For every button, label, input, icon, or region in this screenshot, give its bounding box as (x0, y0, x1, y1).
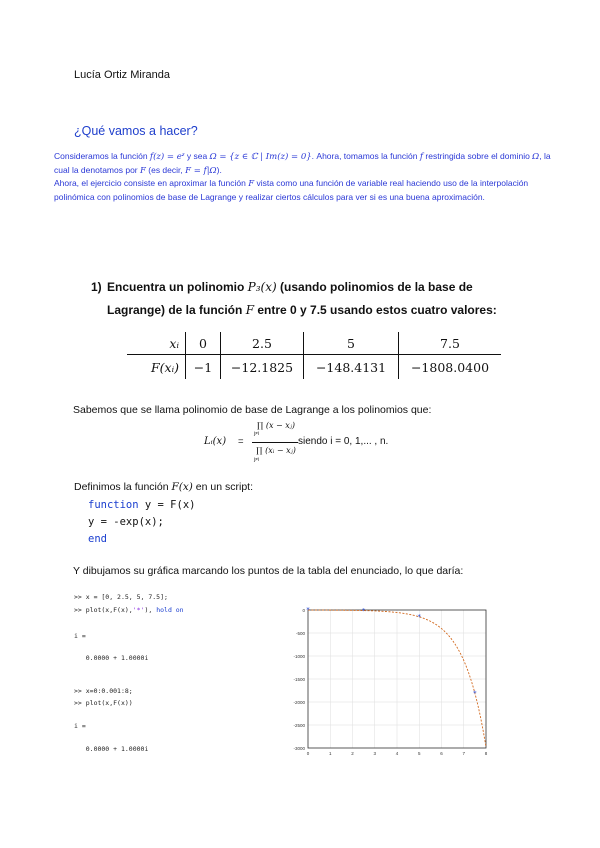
console-keyword: hold on (156, 606, 184, 614)
fraction-bar (252, 442, 298, 443)
math-F: F (140, 165, 146, 176)
console-line: >> x=0:0.001:8; (74, 687, 133, 695)
define-text: en un script: (192, 481, 253, 493)
x-tick-label: 6 (440, 751, 443, 756)
intro-paragraph-1 (54, 150, 554, 177)
exercise-text: Encuentra un polinomio (107, 280, 248, 294)
table-cell: −1808.0400 (410, 359, 490, 375)
values-table (127, 332, 501, 379)
y-tick-label: -2500 (293, 723, 305, 728)
table-row-x (127, 332, 501, 355)
math-F-restricted: F = f|Ω (185, 165, 217, 176)
code-keyword: end (88, 533, 107, 545)
formula-denominator-sub: j≠i (254, 457, 259, 463)
y-tick-label: -3000 (293, 746, 305, 751)
console-line (74, 606, 184, 614)
console-line: >> plot(x,F(x)) (74, 699, 133, 707)
code-block (88, 497, 195, 548)
intro-paragraph-2 (54, 177, 554, 203)
exercise-line-1 (91, 276, 527, 299)
intro-text: , la cual la denotamos por (54, 151, 551, 175)
intro-text: Consideramos la función (54, 151, 150, 161)
math-f: f (419, 152, 424, 162)
y-tick-label: 0 (302, 608, 305, 613)
console-line: i = (74, 632, 86, 640)
table-cell: −12.1825 (221, 355, 304, 380)
formula-numerator: ∏ (x − xⱼ) (256, 421, 296, 430)
y-axis-ticks (293, 608, 305, 751)
y-tick-label: -1500 (293, 677, 305, 682)
exercise-text: entre 0 y 7.5 usando estos cuatro valores: (254, 303, 497, 317)
x-tick-label: 2 (351, 751, 354, 756)
define-text: Definimos la función (74, 481, 172, 493)
table-cell: 5 (304, 332, 399, 355)
intro-text: Ahora, el ejercicio consiste en aproximar la función (54, 178, 249, 188)
exercise-text: (usando polinomios de la base de (276, 280, 473, 294)
console-text: >> plot(x,F(x), (74, 606, 133, 614)
x-axis-ticks (307, 751, 488, 756)
math-omega-set: Ω = {z ∈ ℂ | Im(z) = 0} (209, 152, 312, 162)
x-tick-label: 0 (306, 751, 310, 756)
code-keyword: function (88, 499, 139, 511)
table-cell: −148.4131 (304, 355, 399, 380)
data-point: * (473, 689, 477, 698)
data-point: * (417, 613, 421, 622)
math-F: F (245, 303, 255, 317)
lagrange-definition-text: Sabemos que se llama polinomio de base de Lagrange a los polinomios que: (73, 404, 432, 416)
intro-text: y sea (184, 151, 210, 161)
y-tick-label: -500 (295, 631, 305, 636)
function-plot (276, 598, 496, 763)
exercise-line-2 (91, 299, 527, 322)
table-cell: −1 (186, 355, 221, 380)
math-p3: P₃(x) (247, 280, 277, 294)
math-omega: Ω (532, 152, 540, 162)
table-cell: 7.5 (399, 332, 502, 355)
x-tick-label: 5 (417, 751, 421, 756)
exercise-statement (91, 276, 527, 322)
plot-grid (308, 610, 486, 748)
x-tick-label: 3 (373, 751, 377, 756)
math-Fx: F(x) (171, 481, 193, 493)
code-line-3 (88, 531, 195, 548)
table-cell: 2.5 (221, 332, 304, 355)
code-text: y = F(x) (138, 499, 196, 511)
console-string: '*' (132, 606, 145, 614)
intro-paragraphs (54, 150, 554, 203)
intro-text: . Ahora, tomamos la función (311, 151, 420, 161)
console-line: 0.0000 + 1.0000i (74, 745, 149, 753)
x-tick-label: 8 (484, 751, 488, 756)
console-line: 0.0000 + 1.0000i (74, 654, 149, 662)
formula-lhs: Lᵢ(x) (204, 436, 227, 447)
data-point: * (306, 606, 310, 615)
console-text: ), (144, 606, 157, 614)
define-function-text (74, 481, 253, 493)
code-line-1 (88, 497, 195, 514)
exercise-text: Lagrange) de la función (107, 303, 246, 317)
x-tick-label: 1 (328, 751, 332, 756)
console-line: >> x = [0, 2.5, 5, 7.5]; (74, 593, 168, 601)
series-points (306, 606, 477, 697)
lagrange-formula (204, 421, 404, 467)
intro-text: vista como una función de variable real haciendo uso de la interpolación polinómica con polinomios de base de Lagrange y realizar ciertos cálculos para ver si es una buena aproximación. (54, 178, 529, 202)
y-tick-label: -1000 (293, 654, 305, 659)
plot-description-text: Y dibujamos su gráfica marcando los puntos de la tabla del enunciado, lo que daría: (73, 565, 464, 577)
formula-tail: siendo i = 0, 1,... , n. (298, 436, 389, 447)
table-cell: 0 (186, 332, 221, 355)
intro-text: restringida sobre el dominio (423, 151, 533, 161)
console-line: i = (74, 722, 86, 730)
code-line-2: y = -exp(x); (88, 516, 164, 528)
math-F: F (248, 179, 255, 189)
row-label-x: xᵢ (127, 332, 186, 355)
formula-numerator-sub: j≠i (254, 431, 259, 437)
math-fz: f(z) = eᶻ (149, 152, 185, 162)
author-name: Lucía Ortiz Miranda (74, 69, 170, 81)
x-tick-label: 7 (462, 751, 466, 756)
intro-heading: ¿Qué vamos a hacer? (74, 124, 198, 138)
data-point: * (361, 606, 366, 615)
y-tick-label: -2000 (293, 700, 305, 705)
table-row-f (127, 355, 501, 380)
formula-denominator: ∏ (xᵢ − xⱼ) (256, 446, 296, 455)
row-label-f: F(xᵢ) (127, 355, 186, 380)
intro-text: (es decir, (145, 164, 186, 175)
intro-text: ). (216, 164, 222, 175)
x-tick-label: 4 (395, 751, 399, 756)
formula-equals: = (238, 436, 244, 447)
exercise-number: 1) (91, 280, 102, 294)
